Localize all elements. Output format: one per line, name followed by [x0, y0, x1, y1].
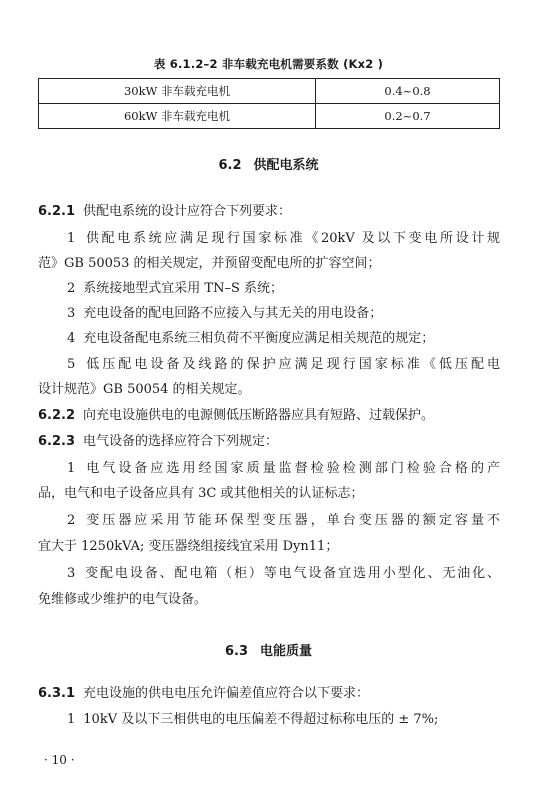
clause-text: 向充电设施供电的电源侧低压断路器应具有短路、过载保护。	[83, 408, 435, 423]
item-number: 3	[67, 306, 76, 321]
table-cell-label: 60kW 非车载充电机	[39, 104, 316, 129]
item-text: 低压配电设备及线路的保护应满足现行国家标准《低压配电	[83, 357, 500, 372]
item-number: 4	[67, 331, 76, 346]
item-line	[67, 512, 500, 530]
item-line	[67, 230, 500, 248]
demand-coefficient-table	[38, 78, 500, 129]
item-line-continued: 免维修或少维护的电气设备。	[38, 592, 208, 607]
clause-text: 电气设备的选择应符合下列规定：	[83, 434, 279, 449]
item-number: 5	[67, 357, 76, 372]
section-number: 6.3	[224, 644, 248, 659]
item-line	[67, 305, 500, 323]
item-text: 变配电设备、配电箱（柜）等电气设备宜选用小型化、无油化、	[83, 566, 500, 581]
section-title: 电能质量	[260, 644, 313, 659]
table-row	[39, 104, 500, 129]
item-text: 电气设备应选用经国家质量监督检验检测部门检验合格的产	[83, 461, 500, 476]
clause-6-2-2	[38, 407, 500, 425]
item-number: 2	[67, 513, 76, 528]
item-line	[67, 460, 500, 478]
item-text: 变压器应采用节能环保型变压器，单台变压器的额定容量不	[83, 513, 500, 528]
item-line-continued: 宜大于 1250kVA; 变压器绕组接线宜采用 Dyn11；	[38, 539, 339, 554]
item-line	[67, 711, 500, 729]
item-line-continued: 设计规范》GB 50054 的相关规定。	[38, 382, 251, 397]
item-number: 1	[67, 712, 76, 727]
item-line	[67, 356, 500, 374]
item-number: 2	[67, 281, 76, 296]
item-line-continued: 品，电气和电子设备应具有 3C 或其他相关的认证标志；	[38, 486, 364, 501]
clause-text: 供配电系统的设计应符合下列要求：	[83, 204, 292, 219]
clause-number: 6.2.1	[38, 204, 76, 219]
clause-6-3-1	[38, 685, 500, 703]
table-cell-value: 0.2~0.7	[316, 104, 500, 129]
item-text: 系统接地型式宜采用 TN–S 系统；	[83, 281, 283, 296]
clause-text: 充电设施的供电电压允许偏差值应符合以下要求：	[83, 686, 370, 701]
clause-6-2-3	[38, 433, 500, 451]
item-text: 充电设备配电系统三相负荷不平衡度应满足相关规范的规定；	[83, 331, 435, 346]
table-cell-value: 0.4~0.8	[316, 79, 500, 104]
table-row	[39, 79, 500, 104]
section-heading-6-3	[0, 640, 537, 659]
item-text: 供配电系统应满足现行国家标准《20kV 及以下变电所设计规	[83, 231, 500, 246]
clause-number: 6.2.3	[38, 434, 76, 449]
item-line	[67, 565, 500, 583]
section-heading-6-2	[0, 154, 537, 173]
item-line	[67, 330, 500, 348]
item-text: 10kV 及以下三相供电的电压偏差不得超过标称电压的 ± 7%;	[83, 712, 439, 727]
section-title: 供配电系统	[253, 158, 319, 173]
clause-number: 6.3.1	[38, 686, 76, 701]
item-text: 充电设备的配电回路不应接入与其无关的用电设备；	[83, 306, 383, 321]
item-number: 3	[67, 566, 76, 581]
table-caption: 表 6.1.2–2 非车载充电机需要系数 (Kx2 )	[153, 57, 384, 71]
clause-6-2-1	[38, 203, 500, 221]
item-number: 1	[67, 461, 76, 476]
item-line	[67, 280, 500, 298]
clause-number: 6.2.2	[38, 408, 76, 423]
item-line-continued: 范》GB 50053 的相关规定，并预留变配电所的扩容空间；	[38, 256, 381, 271]
table-cell-label: 30kW 非车载充电机	[39, 79, 316, 104]
item-number: 1	[67, 231, 76, 246]
section-number: 6.2	[218, 158, 242, 173]
page-number: · 10 ·	[44, 753, 75, 767]
